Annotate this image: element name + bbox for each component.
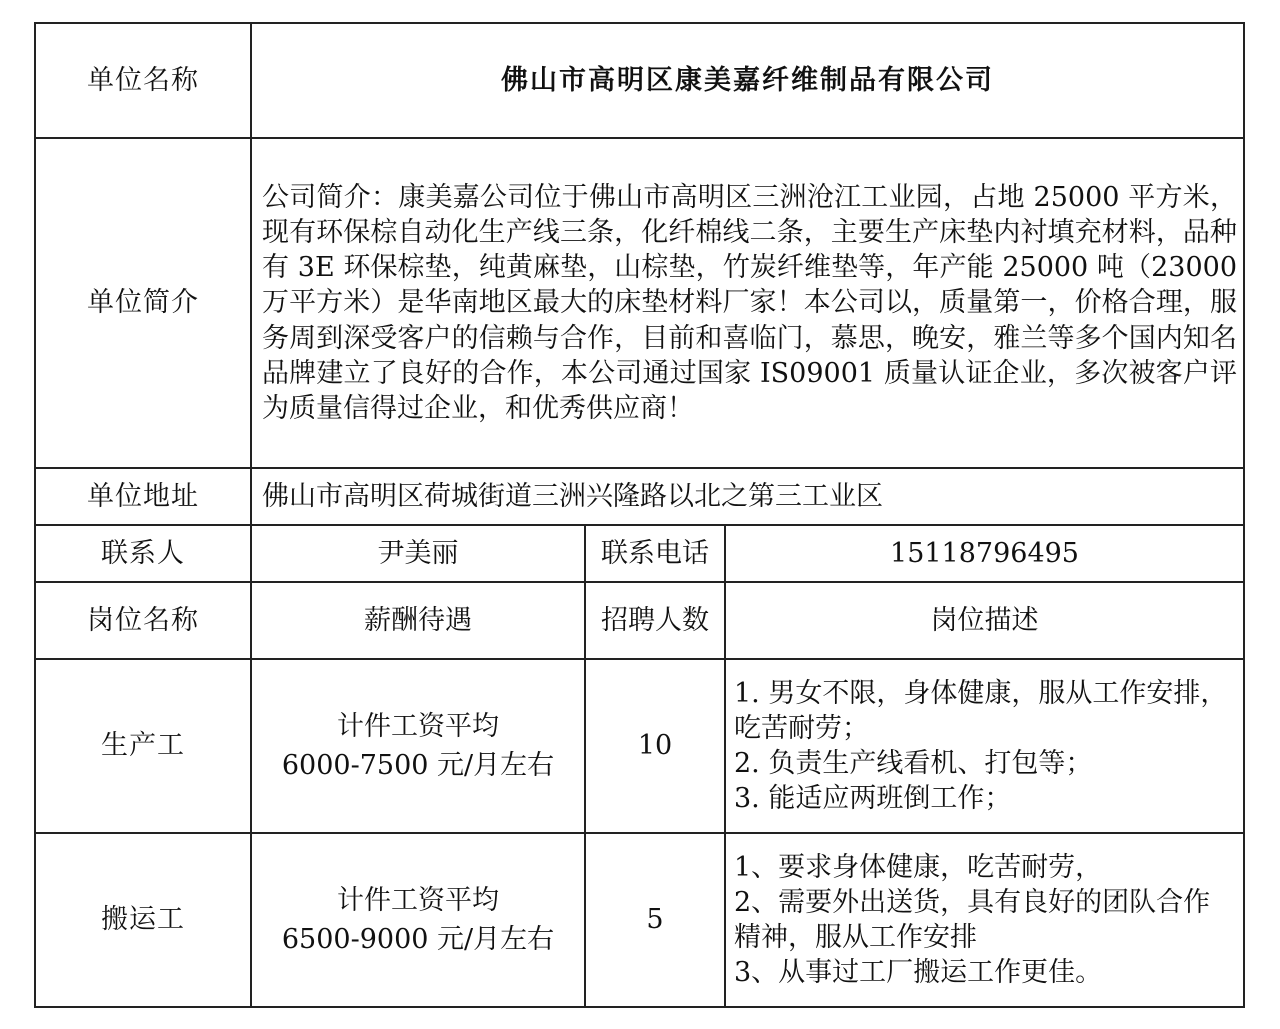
job-description-item: 2. 负责生产线看机、打包等； [734,748,1093,779]
contact-phone: 15118796495 [725,525,1244,582]
job-row [35,659,1244,833]
job-salary-line1: 计件工资平均 [337,710,499,742]
job-description-item: 2、需要外出送货，具有良好的团队合作精神，服从工作安排 [734,886,1211,953]
contact-person: 尹美丽 [251,525,585,582]
company-address-label: 单位地址 [35,468,251,525]
job-count: 5 [585,833,725,1007]
job-row [35,833,1244,1007]
company-name-row [35,23,1244,138]
contact-phone-label: 联系电话 [585,525,725,582]
job-description [725,659,1244,833]
contact-person-label: 联系人 [35,525,251,582]
job-salary-line2: 6500-9000 元/月左右 [281,924,555,955]
job-description [725,833,1244,1007]
recruitment-table [34,22,1245,1008]
job-description-item: 1. 男女不限，身体健康，服从工作安排，吃苦耐劳； [734,677,1228,744]
company-intro-row [35,138,1244,468]
company-name-label: 单位名称 [35,23,251,138]
job-description-item: 3、从事过工厂搬运工作更佳。 [734,957,1103,989]
job-description-item: 3. 能适应两班倒工作； [734,783,1012,815]
job-description-item: 1、要求身体健康，吃苦耐劳， [734,851,1103,883]
company-intro-label: 单位简介 [35,138,251,468]
header-count: 招聘人数 [585,582,725,659]
job-count: 10 [585,659,725,833]
header-position: 岗位名称 [35,582,251,659]
job-position: 搬运工 [35,833,251,1007]
company-address: 佛山市高明区荷城街道三洲兴隆路以北之第三工业区 [251,468,1244,525]
job-position: 生产工 [35,659,251,833]
company-address-row [35,468,1244,525]
contact-row [35,525,1244,582]
job-salary-line2: 6000-7500 元/月左右 [281,750,555,781]
company-name: 佛山市高明区康美嘉纤维制品有限公司 [251,23,1244,138]
job-salary-line1: 计件工资平均 [337,884,499,916]
header-salary: 薪酬待遇 [251,582,585,659]
jobs-header-row [35,582,1244,659]
header-description: 岗位描述 [725,582,1244,659]
company-intro: 公司简介：康美嘉公司位于佛山市高明区三洲沧江工业园，占地 25000 平方米，现有环保棕自动化生产线三条，化纤棉线二条，主要生产床垫内衬填充材料，品种有 3E 环保棕垫，纯黄麻垫，山棕垫，竹炭纤维垫等，年产能 25000 吨（23000 万平方米）是华南地区最大的床垫材料厂家！本公司以，质量第一，价格合理，服务周到深受客户的信赖与合作，目前和喜临门，慕思，晚安，雅兰等多个国内知名品牌建立了良好的合作，本公司通过国家 IS09001 质量认证企业，多次被客户评为质量信得过企业，和优秀供应商！ [251,138,1244,468]
job-salary [251,833,585,1007]
job-salary [251,659,585,833]
